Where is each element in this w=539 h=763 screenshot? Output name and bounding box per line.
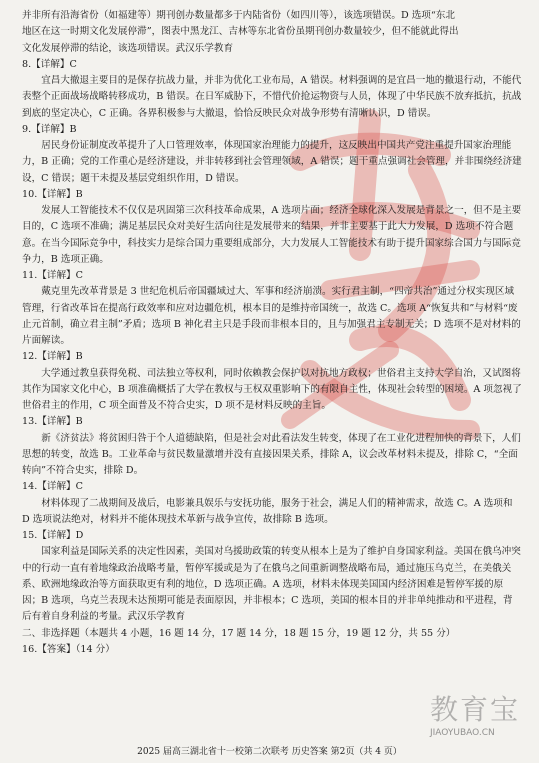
q16-heading: 16.【答案】（14 分） [22, 643, 115, 655]
text-line: 并非所有沿海省份（如福建等）期刊创办数量都多于内陆省份（如四川等），该选项错误。D 选项“东北 [22, 10, 455, 21]
q13-heading: 13.【详解】B [22, 416, 83, 428]
q11-explanation: 戴克里先改革背景是 3 世纪危机后帝国疆域过大、军事和经济崩溃。实行君主制，“四帝共治”通过分权实现区域管理，行省改革旨在提高行政效率和应对边疆危机，根本目的是维持帝国统一，故选 C。选项 A“恢复共和”与材料“废止元首制，确立君主制”矛盾；选项 B 神化君主只是手段而非根本目的，且与加强君主专制无关；D 选项不是对材料的片面解读。 [22, 286, 521, 346]
q9-heading: 9.【详解】B [22, 123, 77, 135]
q15-explanation: 国家利益是国际关系的决定性因素，美国对乌援助政策的转变从根本上是为了维护自身国家利益。美国在俄乌冲突中的行动一直有着地缘政治战略考量，暂停军援或是为了在俄乌之间重新调整战略布局，通过施压乌克兰，在美俄关系、欧洲地缘政治等方面获取更有利的地位，D 选项正确。A 选项，材料未体现美国国内经济困难是暂停军援的原因；B 选项，乌克兰表现未达预期可能是表面原因，并非根本；C 选项，美国的根本目的并非单纯推动和平进程，背后有着自身利益的考量。武汉乐学教育 [22, 546, 521, 623]
q9-explanation: 居民身份证制度改革提升了人口管理效率，体现国家治理能力的提升，这反映出中国共产党注重提升国家治理能力，B 正确；党的工作重心是经济建设，并非转移到社会管理领域，A 错误；题干重点强调社会管理，并非围绕经济建设，C 错误；题干未提及基层党组织作用，D 错误。 [22, 140, 522, 184]
q10-explanation: 发展人工智能技术不仅仅是巩固第三次科技革命成果，A 选项片面；经济全球化深入发展是背景之一，但不是主要目的，C 选项不准确；满足基层民众对美好生活向往是发展带来的结果，并非主要基于此大力发展，D 选项不符合题意。在当今国际竞争中，科技实力是综合国力重要组成部分，大力发展人工智能技术有助于提升国家综合国力与国际竞争力，B 选项正确。 [22, 205, 522, 265]
q15-heading: 15.【详解】D [22, 530, 84, 541]
answer-content [22, 8, 522, 658]
q13-explanation: 新《济贫法》将贫困归咎于个人道德缺陷，但是社会对此看法发生转变，体现了在工业化进程加快的背景下，人们思想的转变，故选 B。工业革命与贫民数量激增并没有直接因果关系，排除 A，议会改革材料未提及，排除 C，“全面转向”不符合史实，排除 D。 [22, 432, 521, 476]
page-footer: 2025 届高三湖北省十一校第二次联考 历史答案 第2页（共 4 页） [137, 747, 402, 757]
q14-heading: 14.【详解】C [22, 481, 83, 493]
text-line: 地区在这一时期文化发展停滞”，图表中黑龙江、吉林等东北省份虽期刊创办数量较少，但不能就此得出 [22, 26, 459, 38]
logo-text: 教育宝 [430, 693, 521, 726]
q14-explanation: 材料体现了二战期间及战后，电影兼具娱乐与安抚功能，服务于社会，满足人们的精神需求，故选 C。A 选项和 D 选项说法绝对，材料并不能体现技术革新与战争宣传，故排除 B 选项。 [22, 497, 513, 525]
text-line: 文化发展停滞的结论，该选项错误。武汉乐学教育 [22, 42, 234, 54]
q11-heading: 11.【详解】C [22, 270, 83, 281]
q10-heading: 10.【详解】B [22, 188, 83, 200]
q12-explanation: 大学通过教皇获得免税、司法独立等权利，同时依赖教会保护以对抗地方政权；世俗君主支持大学自治，又试图将其作为国家文化中心，B 项准确概括了大学在教权与王权双重影响下的有限自主性，体现社会转型的困境。A 项忽视了世俗君主的作用，C 项全面普及不符合史实，D 项不是材料反映的主旨。 [22, 367, 522, 411]
section-heading: 二、非选择题（本题共 4 小题，16 题 14 分，17 题 14 分，18 题 15 分，19 题 12 分，共 55 分） [22, 627, 456, 639]
q12-heading: 12.【详解】B [22, 351, 83, 363]
logo-url: JIAOYUBAO.CN [430, 728, 495, 738]
q8-heading: 8.【详解】C [22, 58, 77, 70]
q8-explanation: 宜昌大撤退主要目的是保存抗战力量，并非为优化工业布局，A 错误。材料强调的是宜昌一地的撤退行动，不能代表整个正面战场战略转移成功，B 错误。在日军威胁下，不惜代价抢运物资与人员，体现了中华民族不放弃抵抗，抗战到底的坚定决心，C 正确。各界积极参与大撤退，恰恰反映民众对战争形势有清晰认识，D 错误。 [22, 75, 522, 119]
